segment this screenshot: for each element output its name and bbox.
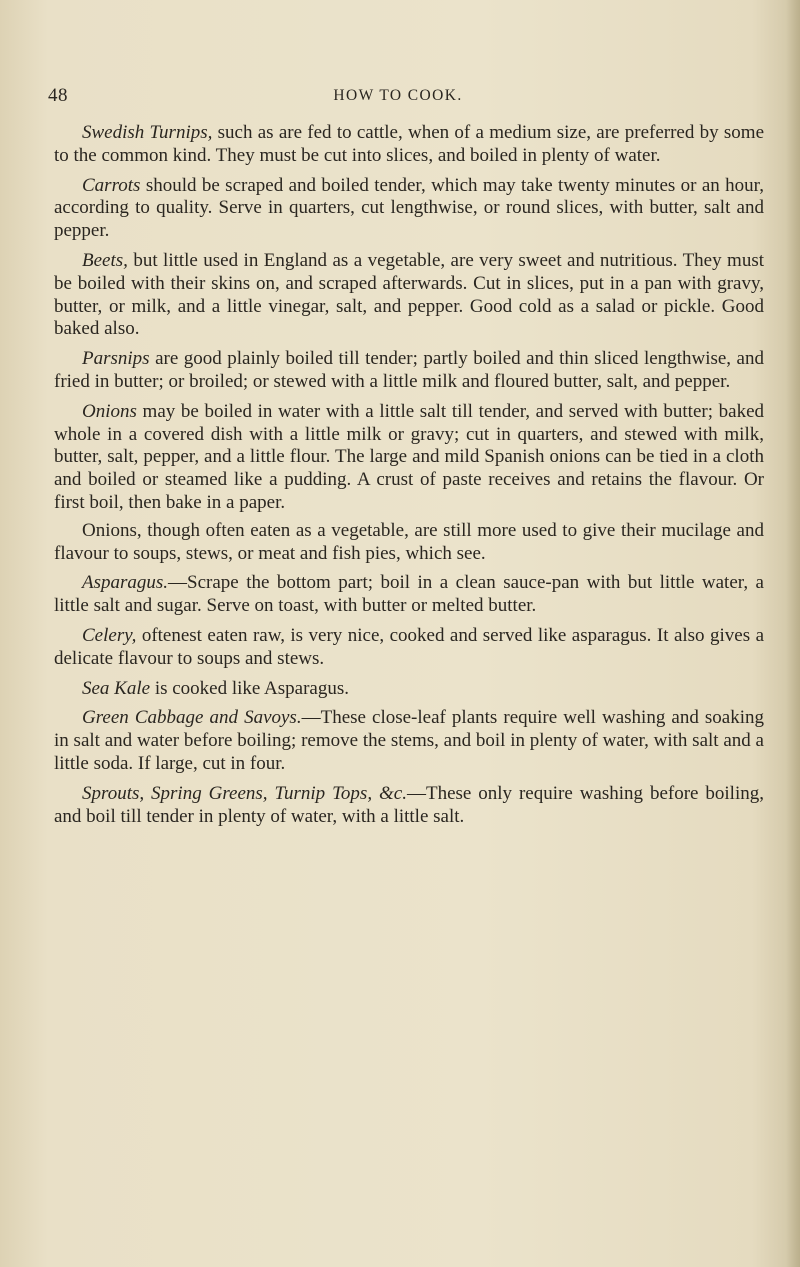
paragraph-swedish-turnips — [54, 122, 764, 168]
paragraph-text: —These close-leaf plants require well washing and soaking in salt and water before boiling; remove the stems, and boil in plenty of water, with salt and a little soda. If large, cut in four. — [54, 707, 764, 774]
paragraph-heading: Celery, — [82, 624, 137, 646]
paragraph-onions — [54, 401, 764, 515]
paragraph-text: is cooked like Asparagus. — [150, 677, 350, 699]
running-head: HOW TO COOK. — [333, 87, 463, 104]
page-body — [54, 122, 764, 835]
paragraph-text: such as are fed to cattle, when of a medium size, are preferred by some to the common kind. They must be cut into slices, and boiled in plenty of water. — [54, 122, 764, 166]
paragraph-heading: Carrots — [82, 174, 141, 196]
paragraph-heading: Beets, — [82, 249, 128, 271]
paragraph-text: but little used in England as a vegetable, are very sweet and nutritious. They must be boiled with their skins on, and scraped afterwards. Cut in slices, put in a pan with gravy, butter, or milk, and a little vinegar, salt, and pepper. Good cold as a salad or pickle. Good baked also. — [54, 249, 764, 340]
paragraph-sprouts — [54, 783, 764, 829]
paragraph-heading: Onions — [82, 400, 137, 422]
paragraph-onions-continued — [54, 520, 764, 566]
paragraph-heading: Green Cabbage and Savoys. — [82, 707, 302, 729]
paragraph-text: Onions, though often eaten as a vegetable, are still more used to give their mucilage and flavour to soups, stews, or meat and fish pies, which see. — [54, 519, 764, 564]
paragraph-text: oftenest eaten raw, is very nice, cooked and served like asparagus. It also gives a delicate flavour to soups and stews. — [54, 624, 764, 669]
paragraph-text: —Scrape the bottom part; boil in a clean sauce-pan with but little water, a little salt and sugar. Serve on toast, with butter or melted butter. — [54, 572, 764, 617]
paragraph-asparagus — [54, 572, 764, 618]
paragraph-heading: Asparagus. — [82, 572, 169, 594]
paragraph-text: may be boiled in water with a little salt till tender, and served with butter; baked whole in a covered dish with a little milk or gravy; cut in quarters, and stewed with milk, butter, salt, pepper, and a little flour. The large and mild Spanish onions can be tied in a cloth and boiled or steamed like a pudding. A crust of paste receives and retains the flavour. Or first boil, then bake in a paper. — [54, 400, 764, 513]
paragraph-carrots — [54, 175, 764, 243]
paragraph-text: should be scraped and boiled tender, which may take twenty minutes or an hour, according to quality. Serve in quarters, cut lengthwise, or round slices, with butter, salt and pepper. — [54, 174, 764, 242]
paragraph-heading: Swedish Turnips, — [82, 122, 213, 143]
paragraph-heading: Sea Kale — [82, 677, 151, 699]
paragraph-celery — [54, 625, 764, 671]
paragraph-heading: Parsnips — [82, 348, 150, 370]
paragraph-sea-kale — [54, 678, 764, 701]
page-number: 48 — [48, 85, 68, 106]
paragraph-green-cabbage — [54, 707, 764, 775]
paragraph-text: are good plainly boiled till tender; partly boiled and thin sliced lengthwise, and fried in butter; or broiled; or stewed with a little milk and floured butter, salt, and pepper. — [54, 348, 764, 392]
page-edge-shadow — [786, 0, 800, 1267]
paragraph-beets — [54, 250, 764, 341]
paragraph-parsnips — [54, 348, 764, 394]
paragraph-heading: Sprouts, Spring Greens, Turnip Tops, &c. — [82, 782, 407, 804]
paragraph-text: —These only require washing before boiling, and boil till tender in plenty of water, with a little salt. — [54, 782, 764, 827]
page-header — [48, 85, 748, 109]
